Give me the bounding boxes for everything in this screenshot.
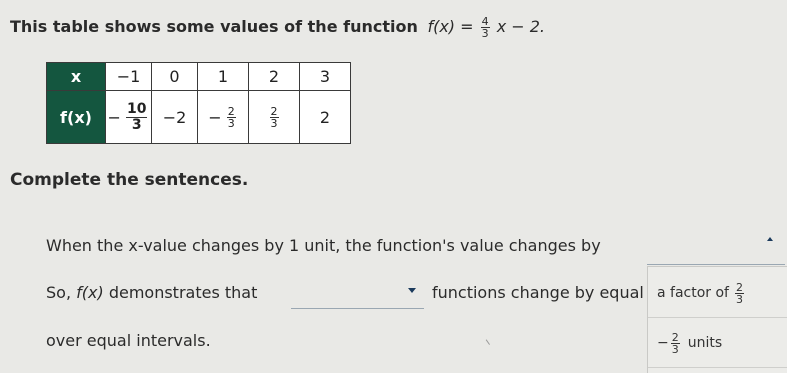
fraction-denominator: 3 — [671, 342, 679, 356]
fx-value-cell — [106, 91, 152, 144]
instructions-heading: Complete the sentences. — [10, 170, 249, 190]
fx-header-cell: f(x) — [47, 91, 106, 144]
x-header-cell: x — [47, 63, 106, 91]
function-tail: x − 2. — [496, 17, 546, 36]
function-name: f(x) — [76, 283, 104, 302]
function-expression — [427, 15, 546, 40]
coefficient-numerator: 4 — [481, 15, 489, 28]
fx-value-cell — [198, 91, 249, 144]
fraction-numerator: 10 — [126, 100, 147, 117]
fx-value-neg-ten-thirds — [108, 102, 150, 133]
fx-value-cell — [249, 91, 300, 144]
sentence-2 — [46, 283, 257, 302]
fraction-numerator: 2 — [270, 104, 278, 118]
cursor-mark — [486, 337, 494, 345]
sentence-2-middle: demonstrates that — [108, 283, 258, 302]
table-row-x — [47, 63, 351, 91]
option-label: units — [687, 335, 723, 351]
sentence-3: over equal intervals. — [46, 331, 211, 350]
fraction-numerator: 2 — [736, 280, 743, 294]
table-row-fx — [47, 91, 351, 144]
x-value-cell: 2 — [249, 63, 300, 91]
sentence-1: When the x-value changes by 1 unit, the function's value changes by — [46, 236, 601, 255]
fraction-denominator: 3 — [227, 116, 235, 130]
sentence-2-lead: So, — [46, 283, 72, 302]
menu-divider — [648, 367, 787, 368]
fraction — [227, 106, 236, 129]
fx-value-cell: 2 — [300, 91, 351, 144]
function-type-dropdown[interactable] — [291, 278, 424, 309]
x-value-cell: 1 — [198, 63, 249, 91]
fx-value-neg-two-thirds — [208, 106, 237, 129]
rate-of-change-dropdown[interactable] — [647, 230, 785, 265]
prompt-text — [10, 16, 545, 39]
minus-sign: − — [208, 107, 222, 127]
coefficient-fraction — [481, 16, 490, 39]
chevron-down-icon — [408, 288, 416, 293]
fraction-denominator: 3 — [131, 116, 142, 133]
fraction-numerator: 2 — [227, 104, 235, 118]
fraction — [126, 102, 147, 133]
x-value-cell: −1 — [106, 63, 152, 91]
prompt-lead: This table shows some values of the function — [10, 17, 418, 36]
fraction-denominator: 3 — [736, 292, 743, 306]
option-a-factor-of-two-thirds[interactable] — [648, 275, 787, 311]
values-table — [46, 62, 351, 144]
sentence-2-tail: functions change by equal — [432, 283, 644, 302]
menu-divider — [648, 317, 787, 318]
coefficient-denominator: 3 — [481, 27, 489, 40]
fraction — [735, 282, 744, 305]
option-label: a factor of — [657, 285, 729, 301]
dropdown-options-menu — [647, 266, 787, 373]
fraction-numerator: 2 — [671, 330, 679, 344]
fraction — [270, 106, 279, 129]
function-name: f(x) = — [427, 17, 474, 36]
option-neg-two-thirds-units[interactable] — [648, 325, 787, 361]
chevron-up-icon — [767, 237, 773, 241]
x-value-cell: 3 — [300, 63, 351, 91]
minus-sign: − — [107, 107, 121, 127]
fraction-denominator: 3 — [270, 116, 278, 130]
fraction — [671, 332, 680, 355]
fx-value-cell: −2 — [152, 91, 198, 144]
x-value-cell: 0 — [152, 63, 198, 91]
minus-sign: − — [657, 335, 669, 351]
